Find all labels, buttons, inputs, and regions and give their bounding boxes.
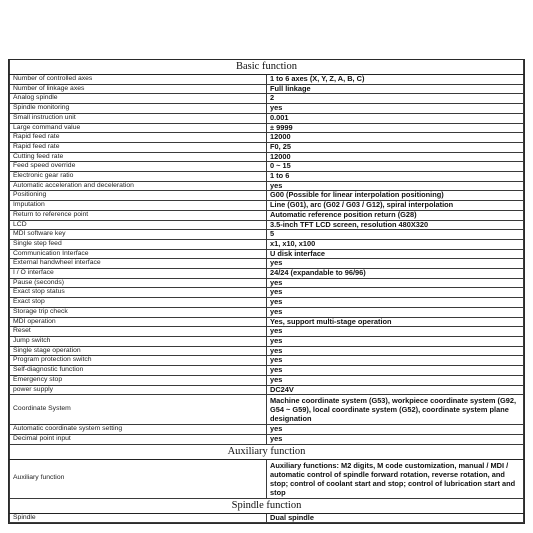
parameter-name: MDI software key — [10, 230, 267, 240]
parameter-value: yes — [267, 366, 524, 376]
table-row — [10, 239, 524, 249]
parameter-value: yes — [267, 375, 524, 385]
parameter-value: 0.001 — [267, 113, 524, 123]
parameter-value: yes — [267, 104, 524, 114]
parameter-name: Imputation — [10, 201, 267, 211]
table-row — [10, 210, 524, 220]
parameter-name: Communication Interface — [10, 249, 267, 259]
spec-table — [9, 60, 524, 523]
parameter-value: 5 — [267, 230, 524, 240]
section-header-basic — [10, 60, 524, 75]
parameter-value: 1 to 6 axes (X, Y, Z, A, B, C) — [267, 75, 524, 85]
parameter-name: Program protection switch — [10, 356, 267, 366]
parameter-name: Small instruction unit — [10, 113, 267, 123]
table-row — [10, 142, 524, 152]
table-row — [10, 366, 524, 376]
spec-sheet — [8, 59, 525, 524]
parameter-name: Exact stop — [10, 298, 267, 308]
parameter-name: Jump switch — [10, 336, 267, 346]
parameter-name: Single step feed — [10, 239, 267, 249]
parameter-value: 0 ~ 15 — [267, 162, 524, 172]
parameter-name: Self-diagnostic function — [10, 366, 267, 376]
table-row — [10, 84, 524, 94]
table-row — [10, 307, 524, 317]
parameter-value: ± 9999 — [267, 123, 524, 133]
parameter-name: Number of controlled axes — [10, 75, 267, 85]
table-row — [10, 220, 524, 230]
table-row — [10, 104, 524, 114]
parameter-value: yes — [267, 327, 524, 337]
parameter-name: Cutting feed rate — [10, 152, 267, 162]
table-row — [10, 94, 524, 104]
parameter-value: F0, 25 — [267, 142, 524, 152]
table-row — [10, 230, 524, 240]
parameter-value: yes — [267, 346, 524, 356]
table-row — [10, 269, 524, 279]
parameter-name: Spindle — [10, 513, 267, 523]
parameter-name: Pause (seconds) — [10, 278, 267, 288]
parameter-value: yes — [267, 278, 524, 288]
parameter-name: Coordinate System — [10, 395, 267, 425]
parameter-value: yes — [267, 259, 524, 269]
parameter-value: G00 (Possible for linear interpolation positioning) — [267, 191, 524, 201]
parameter-value: Dual spindle — [267, 513, 524, 523]
table-row — [10, 152, 524, 162]
section-header-auxiliary — [10, 444, 524, 459]
table-row — [10, 133, 524, 143]
table-row — [10, 288, 524, 298]
table-row — [10, 123, 524, 133]
parameter-name: I / O interface — [10, 269, 267, 279]
parameter-value: yes — [267, 298, 524, 308]
table-row — [10, 278, 524, 288]
parameter-name: Analog spindle — [10, 94, 267, 104]
table-row — [10, 259, 524, 269]
table-row — [10, 75, 524, 85]
parameter-name: Auxiliary function — [10, 459, 267, 498]
parameter-value: Yes, support multi-stage operation — [267, 317, 524, 327]
table-row — [10, 375, 524, 385]
parameter-value: yes — [267, 336, 524, 346]
parameter-value: 1 to 6 — [267, 172, 524, 182]
parameter-value: yes — [267, 425, 524, 435]
parameter-name: Electronic gear ratio — [10, 172, 267, 182]
parameter-value: yes — [267, 356, 524, 366]
table-row — [10, 459, 524, 498]
parameter-name: Decimal point input — [10, 434, 267, 444]
table-row — [10, 201, 524, 211]
parameter-value: Machine coordinate system (G53), workpiece coordinate system (G92, G54 ~ G59), local coordinate system (G52), coordinate system plane designation — [267, 395, 524, 425]
parameter-value: 2 — [267, 94, 524, 104]
table-row — [10, 434, 524, 444]
parameter-name: Positioning — [10, 191, 267, 201]
parameter-name: Automatic coordinate system setting — [10, 425, 267, 435]
parameter-name: Storage trip check — [10, 307, 267, 317]
table-row — [10, 346, 524, 356]
parameter-name: Rapid feed rate — [10, 142, 267, 152]
parameter-value: DC24V — [267, 385, 524, 395]
parameter-value: yes — [267, 307, 524, 317]
table-row — [10, 425, 524, 435]
parameter-value: Automatic reference position return (G28) — [267, 210, 524, 220]
parameter-name: Return to reference point — [10, 210, 267, 220]
parameter-value: Auxiliary functions: M2 digits, M code customization, manual / MDI / automatic control of spindle forward rotation, reverse rotation, and stop; control of coolant start and stop; control of lubrication start and stop — [267, 459, 524, 498]
table-row — [10, 317, 524, 327]
parameter-name: Automatic acceleration and deceleration — [10, 181, 267, 191]
parameter-name: MDI operation — [10, 317, 267, 327]
parameter-value: yes — [267, 288, 524, 298]
table-row — [10, 162, 524, 172]
parameter-value: 24/24 (expandable to 96/96) — [267, 269, 524, 279]
parameter-value: 12000 — [267, 152, 524, 162]
parameter-value: Full linkage — [267, 84, 524, 94]
table-row — [10, 356, 524, 366]
section-title: Auxiliary function — [10, 444, 524, 459]
section-title: Basic function — [10, 60, 524, 75]
table-row — [10, 513, 524, 523]
parameter-value: U disk interface — [267, 249, 524, 259]
table-row — [10, 249, 524, 259]
table-row — [10, 385, 524, 395]
parameter-value: Line (G01), arc (G02 / G03 / G12), spiral interpolation — [267, 201, 524, 211]
table-row — [10, 181, 524, 191]
table-row — [10, 336, 524, 346]
parameter-name: External handwheel interface — [10, 259, 267, 269]
parameter-name: Number of linkage axes — [10, 84, 267, 94]
parameter-name: Spindle monitoring — [10, 104, 267, 114]
section-header-spindle — [10, 498, 524, 513]
parameter-name: Single stage operation — [10, 346, 267, 356]
table-row — [10, 191, 524, 201]
parameter-name: Emergency stop — [10, 375, 267, 385]
table-row — [10, 172, 524, 182]
parameter-value: x1, x10, x100 — [267, 239, 524, 249]
parameter-name: Rapid feed rate — [10, 133, 267, 143]
parameter-value: 3.5-inch TFT LCD screen, resolution 480X320 — [267, 220, 524, 230]
parameter-name: Large command value — [10, 123, 267, 133]
spec-table-body — [10, 60, 524, 523]
parameter-name: power supply — [10, 385, 267, 395]
parameter-value: yes — [267, 181, 524, 191]
parameter-value: 12000 — [267, 133, 524, 143]
parameter-name: Feed speed override — [10, 162, 267, 172]
section-title: Spindle function — [10, 498, 524, 513]
table-row — [10, 113, 524, 123]
parameter-value: yes — [267, 434, 524, 444]
table-row — [10, 395, 524, 425]
parameter-name: Reset — [10, 327, 267, 337]
parameter-name: LCD — [10, 220, 267, 230]
table-row — [10, 327, 524, 337]
table-row — [10, 298, 524, 308]
parameter-name: Exact stop status — [10, 288, 267, 298]
